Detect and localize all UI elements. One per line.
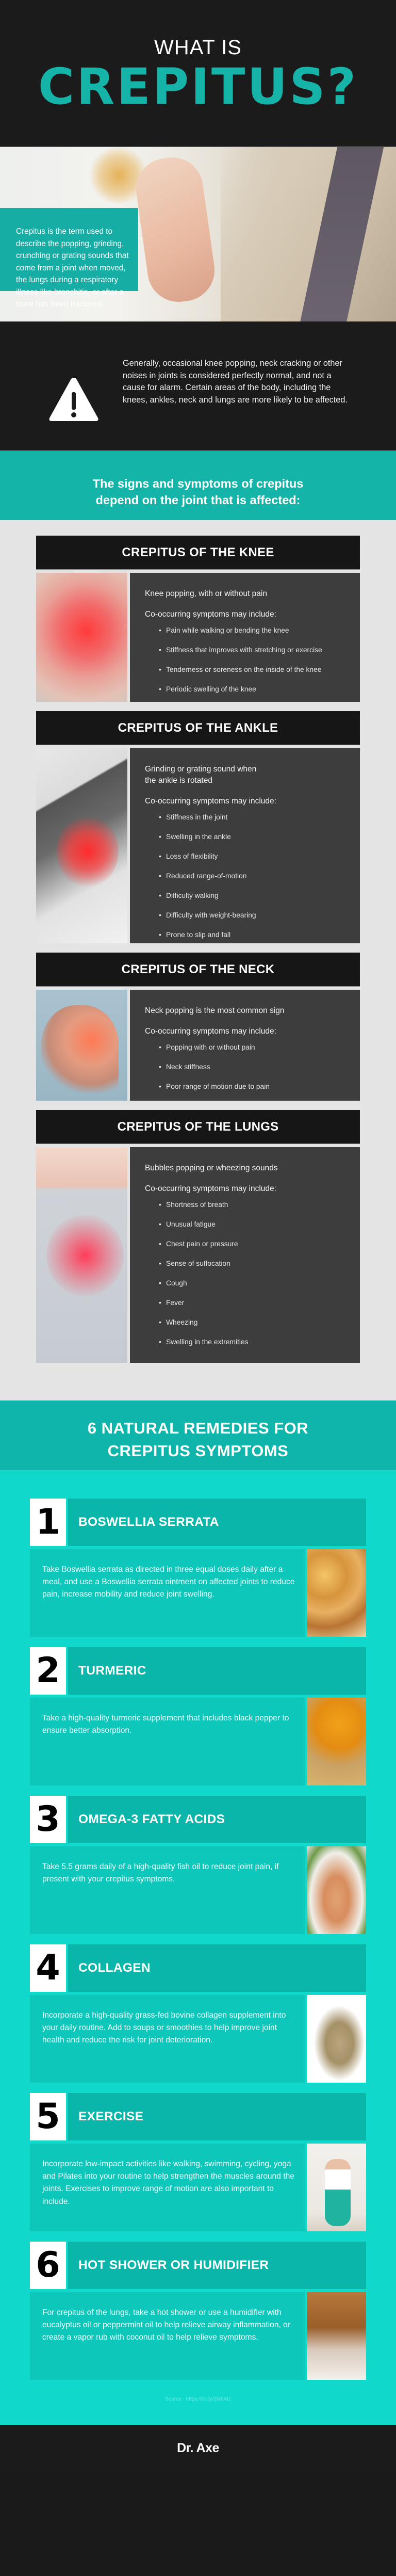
remedies-heading-line2: CREPITUS SYMPTOMS — [107, 1442, 289, 1460]
knee-photo — [36, 573, 127, 702]
symptom-item: • Tenderness or soreness on the inside of the knee — [159, 665, 345, 675]
remedy-body — [30, 1846, 366, 1934]
symptom-item: • Chest pain or pressure — [159, 1239, 345, 1249]
joint-body — [36, 748, 360, 943]
remedy-body — [30, 1698, 366, 1785]
exercise-photo — [307, 2144, 366, 2231]
salmon-photo — [307, 1846, 366, 1934]
co-occurring-label: Co-occurring symptoms may include: — [145, 1027, 276, 1036]
collagen-capsules-photo — [307, 1995, 366, 2083]
remedy-text: Take 5.5 grams daily of a high-quality fish oil to reduce joint pain, if present with your crepitus symptoms. — [30, 1846, 305, 1934]
joint-body — [36, 990, 360, 1101]
joint-card-knee — [36, 536, 360, 702]
symptom-item: • Poor range of motion due to pain — [159, 1082, 345, 1092]
joint-details — [130, 573, 360, 702]
symptom-item: • Periodic swelling of the knee — [159, 684, 345, 695]
joint-card-ankle — [36, 711, 360, 943]
remedy-card-shower — [30, 2242, 366, 2380]
signs-banner — [0, 450, 396, 520]
symptom-item: • Reduced range-of-motion — [159, 871, 345, 881]
remedy-header — [30, 2242, 366, 2289]
symptom-item: • Pain while walking or bending the knee — [159, 625, 345, 636]
boswellia-photo — [307, 1549, 366, 1637]
symptom-item: • Stiffness in the joint — [159, 812, 345, 823]
signs-heading-line1: The signs and symptoms of crepitus — [92, 477, 304, 490]
remedy-text: Take a high-quality turmeric supplement that includes black pepper to ensure better absorption. — [30, 1698, 305, 1785]
footer — [0, 2425, 396, 2471]
joint-title: CREPITUS OF THE KNEE — [36, 536, 360, 570]
remedy-header — [30, 1944, 366, 1992]
remedies-heading — [0, 1417, 396, 1462]
shower-steam-photo — [307, 2292, 366, 2380]
remedy-title: HOT SHOWER OR HUMIDIFIER — [68, 2242, 366, 2289]
joint-title: CREPITUS OF THE ANKLE — [36, 711, 360, 745]
symptom-item: • Wheezing — [159, 1317, 345, 1328]
remedy-body — [30, 1549, 366, 1637]
remedy-card-omega3 — [30, 1796, 366, 1934]
remedy-body — [30, 1995, 366, 2083]
neck-photo — [36, 990, 127, 1101]
remedy-card-collagen — [30, 1944, 366, 2083]
joint-card-neck — [36, 953, 360, 1101]
joint-body — [36, 1147, 360, 1363]
remedy-title: OMEGA-3 FATTY ACIDS — [68, 1796, 366, 1843]
turmeric-photo — [307, 1698, 366, 1785]
symptom-item: • Difficulty walking — [159, 891, 345, 901]
remedy-title: COLLAGEN — [68, 1944, 366, 1992]
remedy-header — [30, 2093, 366, 2140]
remedy-text: Incorporate a high-quality grass-fed bovine collagen supplement into your daily routine. Add to soups or smoothies to help improve joint health and reduce the risk for joint deterioration. — [30, 1995, 305, 2083]
symptom-item: • Swelling in the extremities — [159, 1337, 345, 1347]
remedy-title: TURMERIC — [68, 1647, 366, 1695]
symptom-list — [145, 1200, 345, 1347]
joint-lead: Knee popping, with or without pain — [145, 589, 267, 598]
co-occurring-label: Co-occurring symptoms may include: — [145, 797, 276, 806]
definition-callout — [0, 208, 138, 309]
remedy-card-exercise — [30, 2093, 366, 2231]
remedy-text: For crepitus of the lungs, take a hot shower or use a humidifier with eucalyptus oil or peppermint oil to help relieve airway inflammation, or create a vapor rub with coconut oil to help relieve symptoms. — [30, 2292, 305, 2380]
warning-text: Generally, occasional knee popping, neck cracking or other noises in joints is considered perfectly normal, and not a cause for alarm. Certain areas of the body, including the knees, ankles, neck and lungs are more likely to be affected. — [123, 359, 348, 405]
remedy-header — [30, 1499, 366, 1546]
symptom-list — [145, 812, 345, 940]
joint-card-lungs — [36, 1110, 360, 1363]
joint-details — [130, 990, 360, 1101]
signs-heading-line2: depend on the joint that is affected: — [95, 493, 301, 507]
signs-heading — [0, 475, 396, 508]
symptom-item: • Cough — [159, 1278, 345, 1289]
source-citation: Source - https://bit.ly/2M6Afz — [165, 2396, 231, 2402]
remedy-number: 3 — [30, 1796, 66, 1843]
definition-text: Crepitus is the term used to describe the popping, grinding, crunching or grating sounds that come from a joint when moved, the lungs during a respiratory illness like bronchitis, or after a bone has been fractured. — [16, 227, 129, 309]
joint-lead: Bubbles popping or wheezing sounds — [145, 1164, 278, 1172]
hero-photo-wrist — [132, 153, 219, 305]
remedy-body — [30, 2292, 366, 2380]
joint-title: CREPITUS OF THE NECK — [36, 953, 360, 987]
symptom-item: • Sense of suffocation — [159, 1259, 345, 1269]
header-title: CREPITUS? — [38, 58, 358, 116]
remedy-card-turmeric — [30, 1647, 366, 1785]
joint-details — [130, 1147, 360, 1363]
ankle-photo — [36, 748, 127, 943]
joint-lead: Grinding or grating sound when the ankle is rotated — [145, 765, 257, 785]
symptom-item: • Popping with or without pain — [159, 1042, 345, 1053]
joints-section — [0, 520, 396, 1400]
infographic-header — [0, 0, 396, 146]
remedies-banner — [0, 1400, 396, 1470]
remedy-text: Incorporate low-impact activities like walking, swimming, cycling, yoga and Pilates into your routine to help strengthen the muscles around the joints. Exercises to improve range of motion are also important to include. — [30, 2144, 305, 2231]
remedy-card-boswellia — [30, 1499, 366, 1637]
symptom-item: • Unusual fatigue — [159, 1219, 345, 1230]
symptom-item: • Swelling in the ankle — [159, 832, 345, 842]
symptom-list — [145, 625, 345, 695]
remedy-number: 1 — [30, 1499, 66, 1546]
remedies-heading-line1: 6 NATURAL REMEDIES FOR — [87, 1419, 309, 1437]
joint-lead: Neck popping is the most common sign — [145, 1006, 285, 1015]
remedy-number: 5 — [30, 2093, 66, 2140]
symptom-item: • Neck stiffness — [159, 1062, 345, 1072]
warning-triangle-icon — [47, 376, 100, 423]
brand-logo: Dr. Axe — [177, 2441, 219, 2455]
co-occurring-label: Co-occurring symptoms may include: — [145, 610, 276, 619]
remedy-number: 6 — [30, 2242, 66, 2289]
joint-title: CREPITUS OF THE LUNGS — [36, 1110, 360, 1144]
remedy-body — [30, 2144, 366, 2231]
symptom-item: • Prone to slip and fall — [159, 930, 345, 940]
co-occurring-label: Co-occurring symptoms may include: — [145, 1184, 276, 1193]
hero-section — [0, 146, 396, 321]
remedies-section — [0, 1470, 396, 2425]
warning-section — [0, 321, 396, 450]
symptom-item: • Fever — [159, 1298, 345, 1308]
remedy-number: 4 — [30, 1944, 66, 1992]
remedy-title: BOSWELLIA SERRATA — [68, 1499, 366, 1546]
joint-body — [36, 573, 360, 702]
remedy-header — [30, 1647, 366, 1695]
remedy-header — [30, 1796, 366, 1843]
symptom-item: • Shortness of breath — [159, 1200, 345, 1210]
joint-details — [130, 748, 360, 943]
symptom-item: • Stiffness that improves with stretching or exercise — [159, 645, 345, 655]
lungs-photo — [36, 1147, 127, 1363]
header-kicker: WHAT IS — [154, 36, 242, 59]
symptom-item: • Difficulty with weight-bearing — [159, 910, 345, 921]
remedy-number: 2 — [30, 1647, 66, 1695]
remedy-title: EXERCISE — [68, 2093, 366, 2140]
symptom-list — [145, 1042, 345, 1092]
remedy-text: Take Boswellia serrata as directed in three equal doses daily after a meal, and use a Boswellia serrata ointment on affected joints to reduce pain, increase mobility and reduce joint swelling. — [30, 1549, 305, 1637]
symptom-item: • Loss of flexibility — [159, 851, 345, 862]
